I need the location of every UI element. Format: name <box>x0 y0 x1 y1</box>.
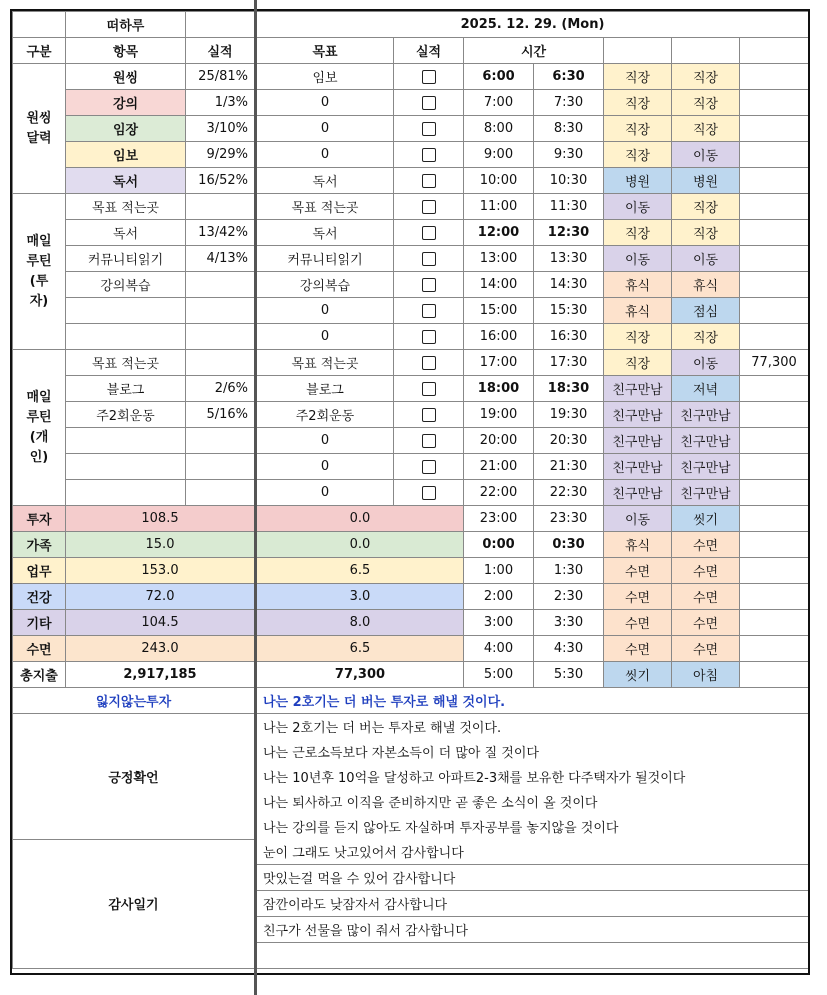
time-end: 20:30 <box>534 428 604 454</box>
done-checkbox[interactable] <box>422 148 436 162</box>
activity-second-half[interactable]: 아침 <box>672 662 740 688</box>
time-end: 22:30 <box>534 480 604 506</box>
motto-row <box>13 688 809 714</box>
done-checkbox[interactable] <box>422 278 436 292</box>
summary-right: 6.5 <box>256 636 464 662</box>
activity-first-half[interactable]: 직장 <box>604 90 672 116</box>
planner-row <box>13 64 809 90</box>
planner-row <box>13 272 809 298</box>
done-checkbox[interactable] <box>422 96 436 110</box>
summary-label: 업무 <box>13 558 66 584</box>
done-checkbox[interactable] <box>422 200 436 214</box>
time-start: 10:00 <box>464 168 534 194</box>
planner-row <box>13 298 809 324</box>
expense-cell[interactable] <box>740 246 809 272</box>
planner-row <box>13 636 809 662</box>
activity-second-half[interactable]: 수면 <box>672 636 740 662</box>
planner-row <box>13 454 809 480</box>
activity-second-half[interactable]: 친구만남 <box>672 402 740 428</box>
time-start: 5:00 <box>464 662 534 688</box>
item-cell[interactable]: 독서 <box>66 168 186 194</box>
expense-cell[interactable] <box>740 610 809 636</box>
done-checkbox[interactable] <box>422 486 436 500</box>
goal-cell[interactable]: 주2회운동 <box>256 402 394 428</box>
result-cell[interactable] <box>186 350 256 376</box>
planner-row <box>13 194 809 220</box>
time-end: 6:30 <box>534 64 604 90</box>
activity-second-half[interactable]: 이동 <box>672 246 740 272</box>
result-cell[interactable]: 4/13% <box>186 246 256 272</box>
page-title: 떠하루 <box>66 12 186 38</box>
section-label: 원씽 달력 <box>13 64 66 194</box>
summary-label: 기타 <box>13 610 66 636</box>
goal-cell[interactable]: 0 <box>256 90 394 116</box>
gratitude-row <box>13 839 809 865</box>
planner-row <box>13 532 809 558</box>
result-cell[interactable] <box>186 298 256 324</box>
result-cell[interactable]: 3/10% <box>186 116 256 142</box>
time-end: 21:30 <box>534 454 604 480</box>
result-cell[interactable] <box>186 454 256 480</box>
activity-first-half[interactable]: 직장 <box>604 324 672 350</box>
summary-label: 건강 <box>13 584 66 610</box>
activity-first-half[interactable]: 수면 <box>604 636 672 662</box>
column-header-row <box>13 38 809 64</box>
goal-cell[interactable]: 0 <box>256 142 394 168</box>
expense-cell[interactable] <box>740 532 809 558</box>
done-checkbox[interactable] <box>422 304 436 318</box>
goal-cell[interactable]: 독서 <box>256 220 394 246</box>
planner-row <box>13 220 809 246</box>
expense-cell[interactable] <box>740 298 809 324</box>
total-left: 2,917,185 <box>66 662 256 688</box>
motto-right: 나는 2호기는 더 버는 투자로 해낼 것이다. <box>256 688 809 714</box>
summary-left: 72.0 <box>66 584 256 610</box>
done-checkbox[interactable] <box>422 330 436 344</box>
expense-cell[interactable] <box>740 506 809 532</box>
total-right: 77,300 <box>256 662 464 688</box>
planner-sheet <box>10 9 810 975</box>
checkbox-cell <box>394 480 464 506</box>
motto-left: 잃지않는투자 <box>13 688 256 714</box>
planner-row <box>13 350 809 376</box>
checkbox-cell <box>394 376 464 402</box>
checkbox-cell <box>394 90 464 116</box>
section-label: 매일 루틴 (투 자) <box>13 194 66 350</box>
summary-right: 8.0 <box>256 610 464 636</box>
total-label: 총지출 <box>13 662 66 688</box>
activity-first-half[interactable]: 수면 <box>604 610 672 636</box>
time-end: 4:30 <box>534 636 604 662</box>
time-start: 9:00 <box>464 142 534 168</box>
affirmation-row <box>13 714 809 740</box>
activity-first-half[interactable]: 휴식 <box>604 298 672 324</box>
checkbox-cell <box>394 220 464 246</box>
done-checkbox[interactable] <box>422 226 436 240</box>
activity-second-half[interactable]: 병원 <box>672 168 740 194</box>
activity-first-half[interactable]: 이동 <box>604 246 672 272</box>
activity-first-half[interactable]: 이동 <box>604 194 672 220</box>
time-end: 18:30 <box>534 376 604 402</box>
gratitude-line[interactable]: 잠깐이라도 낮잠자서 감사합니다 <box>256 891 809 917</box>
done-checkbox[interactable] <box>422 174 436 188</box>
col-item: 항목 <box>66 38 186 64</box>
summary-left: 153.0 <box>66 558 256 584</box>
goal-cell[interactable]: 0 <box>256 298 394 324</box>
planner-row <box>13 584 809 610</box>
affirmation-line[interactable]: 나는 강의를 듣지 않아도 자실하며 투자공부를 놓지않을 것이다 <box>256 814 809 839</box>
time-end: 23:30 <box>534 506 604 532</box>
time-start: 19:00 <box>464 402 534 428</box>
affirmation-line[interactable]: 나는 2호기는 더 버는 투자로 해낼 것이다. <box>256 714 809 740</box>
activity-first-half[interactable]: 직장 <box>604 220 672 246</box>
activity-first-half[interactable]: 병원 <box>604 168 672 194</box>
time-end: 14:30 <box>534 272 604 298</box>
planner-row <box>13 402 809 428</box>
activity-second-half[interactable]: 직장 <box>672 90 740 116</box>
time-end: 5:30 <box>534 662 604 688</box>
affirmation-line[interactable]: 나는 10년후 10억을 달성하고 아파트2-3채를 보유한 다주택자가 될것이다 <box>256 764 809 789</box>
summary-left: 104.5 <box>66 610 256 636</box>
expense-cell[interactable] <box>740 116 809 142</box>
time-end: 7:30 <box>534 90 604 116</box>
time-end: 10:30 <box>534 168 604 194</box>
goal-cell[interactable]: 0 <box>256 116 394 142</box>
done-checkbox[interactable] <box>422 70 436 84</box>
time-start: 17:00 <box>464 350 534 376</box>
activity-second-half[interactable]: 직장 <box>672 194 740 220</box>
item-cell[interactable] <box>66 428 186 454</box>
goal-cell[interactable]: 독서 <box>256 168 394 194</box>
item-cell[interactable]: 임보 <box>66 142 186 168</box>
time-end: 15:30 <box>534 298 604 324</box>
item-cell[interactable]: 독서 <box>66 220 186 246</box>
activity-second-half[interactable]: 수면 <box>672 610 740 636</box>
planner-row <box>13 480 809 506</box>
col-result: 실적 <box>186 38 256 64</box>
time-start: 1:00 <box>464 558 534 584</box>
checkbox-cell <box>394 142 464 168</box>
checkbox-cell <box>394 194 464 220</box>
col-done: 실적 <box>394 38 464 64</box>
time-end: 19:30 <box>534 402 604 428</box>
section-label: 매일 루틴 (개 인) <box>13 350 66 506</box>
expense-cell[interactable] <box>740 662 809 688</box>
activity-first-half[interactable]: 휴식 <box>604 272 672 298</box>
checkbox-cell <box>394 454 464 480</box>
activity-first-half[interactable]: 직장 <box>604 116 672 142</box>
item-cell[interactable] <box>66 480 186 506</box>
affirmation-line[interactable]: 나는 근로소득보다 자본소득이 더 많아 질 것이다 <box>256 739 809 764</box>
activity-second-half[interactable]: 씻기 <box>672 506 740 532</box>
result-cell[interactable]: 13/42% <box>186 220 256 246</box>
activity-second-half[interactable]: 휴식 <box>672 272 740 298</box>
checkbox-cell <box>394 116 464 142</box>
result-cell[interactable]: 25/81% <box>186 64 256 90</box>
item-cell[interactable]: 목표 적는곳 <box>66 350 186 376</box>
activity-second-half[interactable]: 수면 <box>672 584 740 610</box>
done-checkbox[interactable] <box>422 460 436 474</box>
result-cell[interactable] <box>186 194 256 220</box>
result-cell[interactable]: 2/6% <box>186 376 256 402</box>
time-end: 11:30 <box>534 194 604 220</box>
planner-row <box>13 662 809 688</box>
summary-left: 243.0 <box>66 636 256 662</box>
time-start: 4:00 <box>464 636 534 662</box>
item-cell[interactable]: 임장 <box>66 116 186 142</box>
goal-cell[interactable]: 강의복습 <box>256 272 394 298</box>
planner-row <box>13 610 809 636</box>
expense-cell[interactable] <box>740 636 809 662</box>
expense-cell[interactable] <box>740 558 809 584</box>
gratitude-line[interactable]: 친구가 선물을 많이 줘서 감사합니다 <box>256 917 809 943</box>
time-end: 2:30 <box>534 584 604 610</box>
goal-cell[interactable]: 0 <box>256 454 394 480</box>
planner-table <box>12 11 809 969</box>
affirmation-label: 긍정확언 <box>13 714 256 840</box>
item-cell[interactable]: 주2회운동 <box>66 402 186 428</box>
done-checkbox[interactable] <box>422 122 436 136</box>
activity-second-half[interactable]: 수면 <box>672 532 740 558</box>
expense-cell[interactable] <box>740 428 809 454</box>
time-start: 8:00 <box>464 116 534 142</box>
activity-first-half[interactable]: 직장 <box>604 64 672 90</box>
planner-row <box>13 168 809 194</box>
checkbox-cell <box>394 64 464 90</box>
time-end: 0:30 <box>534 532 604 558</box>
item-cell[interactable]: 목표 적는곳 <box>66 194 186 220</box>
summary-label: 수면 <box>13 636 66 662</box>
time-start: 2:00 <box>464 584 534 610</box>
gratitude-empty-line[interactable] <box>256 943 809 969</box>
gratitude-line[interactable]: 맛있는걸 먹을 수 있어 감사합니다 <box>256 865 809 891</box>
activity-second-half[interactable]: 수면 <box>672 558 740 584</box>
activity-first-half[interactable]: 직장 <box>604 142 672 168</box>
expense-cell[interactable] <box>740 584 809 610</box>
checkbox-cell <box>394 272 464 298</box>
col-category: 구분 <box>13 38 66 64</box>
done-checkbox[interactable] <box>422 356 436 370</box>
summary-right: 3.0 <box>256 584 464 610</box>
time-start: 12:00 <box>464 220 534 246</box>
planner-row <box>13 246 809 272</box>
activity-second-half[interactable]: 친구만남 <box>672 454 740 480</box>
result-cell[interactable]: 5/16% <box>186 402 256 428</box>
expense-cell[interactable] <box>740 402 809 428</box>
activity-second-half[interactable]: 직장 <box>672 220 740 246</box>
time-end: 8:30 <box>534 116 604 142</box>
time-start: 6:00 <box>464 64 534 90</box>
expense-cell[interactable] <box>740 454 809 480</box>
activity-second-half[interactable]: 친구만남 <box>672 428 740 454</box>
goal-cell[interactable]: 커뮤니티읽기 <box>256 246 394 272</box>
checkbox-cell <box>394 402 464 428</box>
time-end: 12:30 <box>534 220 604 246</box>
time-end: 16:30 <box>534 324 604 350</box>
item-cell[interactable] <box>66 298 186 324</box>
goal-cell[interactable]: 목표 적는곳 <box>256 350 394 376</box>
affirmation-line[interactable]: 나는 퇴사하고 이직을 준비하지만 곧 좋은 소식이 올 것이다 <box>256 789 809 814</box>
summary-right: 0.0 <box>256 532 464 558</box>
activity-second-half[interactable]: 점심 <box>672 298 740 324</box>
expense-cell[interactable] <box>740 324 809 350</box>
activity-first-half[interactable]: 친구만남 <box>604 402 672 428</box>
planner-row <box>13 90 809 116</box>
checkbox-cell <box>394 168 464 194</box>
time-start: 23:00 <box>464 506 534 532</box>
result-cell[interactable]: 1/3% <box>186 90 256 116</box>
gratitude-label: 감사일기 <box>13 839 256 969</box>
activity-second-half[interactable]: 저녁 <box>672 376 740 402</box>
activity-first-half[interactable]: 친구만남 <box>604 454 672 480</box>
planner-row <box>13 376 809 402</box>
done-checkbox[interactable] <box>422 382 436 396</box>
time-start: 20:00 <box>464 428 534 454</box>
expense-cell[interactable] <box>740 194 809 220</box>
done-checkbox[interactable] <box>422 252 436 266</box>
expense-cell[interactable] <box>740 142 809 168</box>
checkbox-cell <box>394 246 464 272</box>
expense-cell[interactable] <box>740 64 809 90</box>
goal-cell[interactable]: 목표 적는곳 <box>256 194 394 220</box>
summary-left: 108.5 <box>66 506 256 532</box>
activity-first-half[interactable]: 친구만남 <box>604 480 672 506</box>
time-start: 11:00 <box>464 194 534 220</box>
time-start: 7:00 <box>464 90 534 116</box>
time-start: 15:00 <box>464 298 534 324</box>
time-start: 21:00 <box>464 454 534 480</box>
result-cell[interactable]: 16/52% <box>186 168 256 194</box>
activity-first-half[interactable]: 친구만남 <box>604 428 672 454</box>
expense-cell[interactable] <box>740 220 809 246</box>
gratitude-line[interactable]: 눈이 그래도 낫고있어서 감사합니다 <box>256 839 809 865</box>
summary-label: 투자 <box>13 506 66 532</box>
activity-first-half[interactable]: 씻기 <box>604 662 672 688</box>
goal-cell[interactable]: 0 <box>256 428 394 454</box>
goal-cell[interactable]: 임보 <box>256 64 394 90</box>
result-cell[interactable] <box>186 480 256 506</box>
time-start: 14:00 <box>464 272 534 298</box>
expense-cell[interactable]: 77,300 <box>740 350 809 376</box>
planner-row <box>13 324 809 350</box>
expense-cell[interactable] <box>740 168 809 194</box>
goal-cell[interactable]: 블로그 <box>256 376 394 402</box>
time-start: 13:00 <box>464 246 534 272</box>
time-start: 0:00 <box>464 532 534 558</box>
activity-first-half[interactable]: 이동 <box>604 506 672 532</box>
expense-cell[interactable] <box>740 272 809 298</box>
activity-first-half[interactable]: 친구만남 <box>604 376 672 402</box>
checkbox-cell <box>394 428 464 454</box>
time-start: 22:00 <box>464 480 534 506</box>
summary-left: 15.0 <box>66 532 256 558</box>
time-end: 13:30 <box>534 246 604 272</box>
planner-row <box>13 558 809 584</box>
date-header: 2025. 12. 29. (Mon) <box>256 12 809 38</box>
activity-first-half[interactable]: 수면 <box>604 558 672 584</box>
activity-first-half[interactable]: 수면 <box>604 584 672 610</box>
done-checkbox[interactable] <box>422 434 436 448</box>
title-row <box>13 12 809 38</box>
time-start: 18:00 <box>464 376 534 402</box>
expense-cell[interactable] <box>740 480 809 506</box>
goal-cell[interactable]: 0 <box>256 324 394 350</box>
result-cell[interactable]: 9/29% <box>186 142 256 168</box>
time-end: 3:30 <box>534 610 604 636</box>
activity-second-half[interactable]: 친구만남 <box>672 480 740 506</box>
item-cell[interactable]: 강의복습 <box>66 272 186 298</box>
item-cell[interactable] <box>66 324 186 350</box>
activity-second-half[interactable]: 이동 <box>672 350 740 376</box>
summary-right: 0.0 <box>256 506 464 532</box>
expense-cell[interactable] <box>740 90 809 116</box>
checkbox-cell <box>394 350 464 376</box>
time-start: 3:00 <box>464 610 534 636</box>
sheet-divider <box>254 0 257 995</box>
activity-first-half[interactable]: 휴식 <box>604 532 672 558</box>
col-time: 시간 <box>464 38 604 64</box>
summary-right: 6.5 <box>256 558 464 584</box>
checkbox-cell <box>394 324 464 350</box>
item-cell[interactable]: 강의 <box>66 90 186 116</box>
checkbox-cell <box>394 298 464 324</box>
planner-row <box>13 506 809 532</box>
item-cell[interactable]: 블로그 <box>66 376 186 402</box>
activity-second-half[interactable]: 이동 <box>672 142 740 168</box>
item-cell[interactable] <box>66 454 186 480</box>
col-goal: 목표 <box>256 38 394 64</box>
result-cell[interactable] <box>186 324 256 350</box>
item-cell[interactable]: 커뮤니티읽기 <box>66 246 186 272</box>
activity-second-half[interactable]: 직장 <box>672 324 740 350</box>
planner-row <box>13 116 809 142</box>
time-end: 9:30 <box>534 142 604 168</box>
expense-cell[interactable] <box>740 376 809 402</box>
summary-label: 가족 <box>13 532 66 558</box>
activity-first-half[interactable]: 직장 <box>604 350 672 376</box>
time-start: 16:00 <box>464 324 534 350</box>
planner-row <box>13 142 809 168</box>
done-checkbox[interactable] <box>422 408 436 422</box>
activity-second-half[interactable]: 직장 <box>672 64 740 90</box>
goal-cell[interactable]: 0 <box>256 480 394 506</box>
item-cell[interactable]: 원씽 <box>66 64 186 90</box>
result-cell[interactable] <box>186 428 256 454</box>
result-cell[interactable] <box>186 272 256 298</box>
time-end: 1:30 <box>534 558 604 584</box>
time-end: 17:30 <box>534 350 604 376</box>
activity-second-half[interactable]: 직장 <box>672 116 740 142</box>
planner-row <box>13 428 809 454</box>
